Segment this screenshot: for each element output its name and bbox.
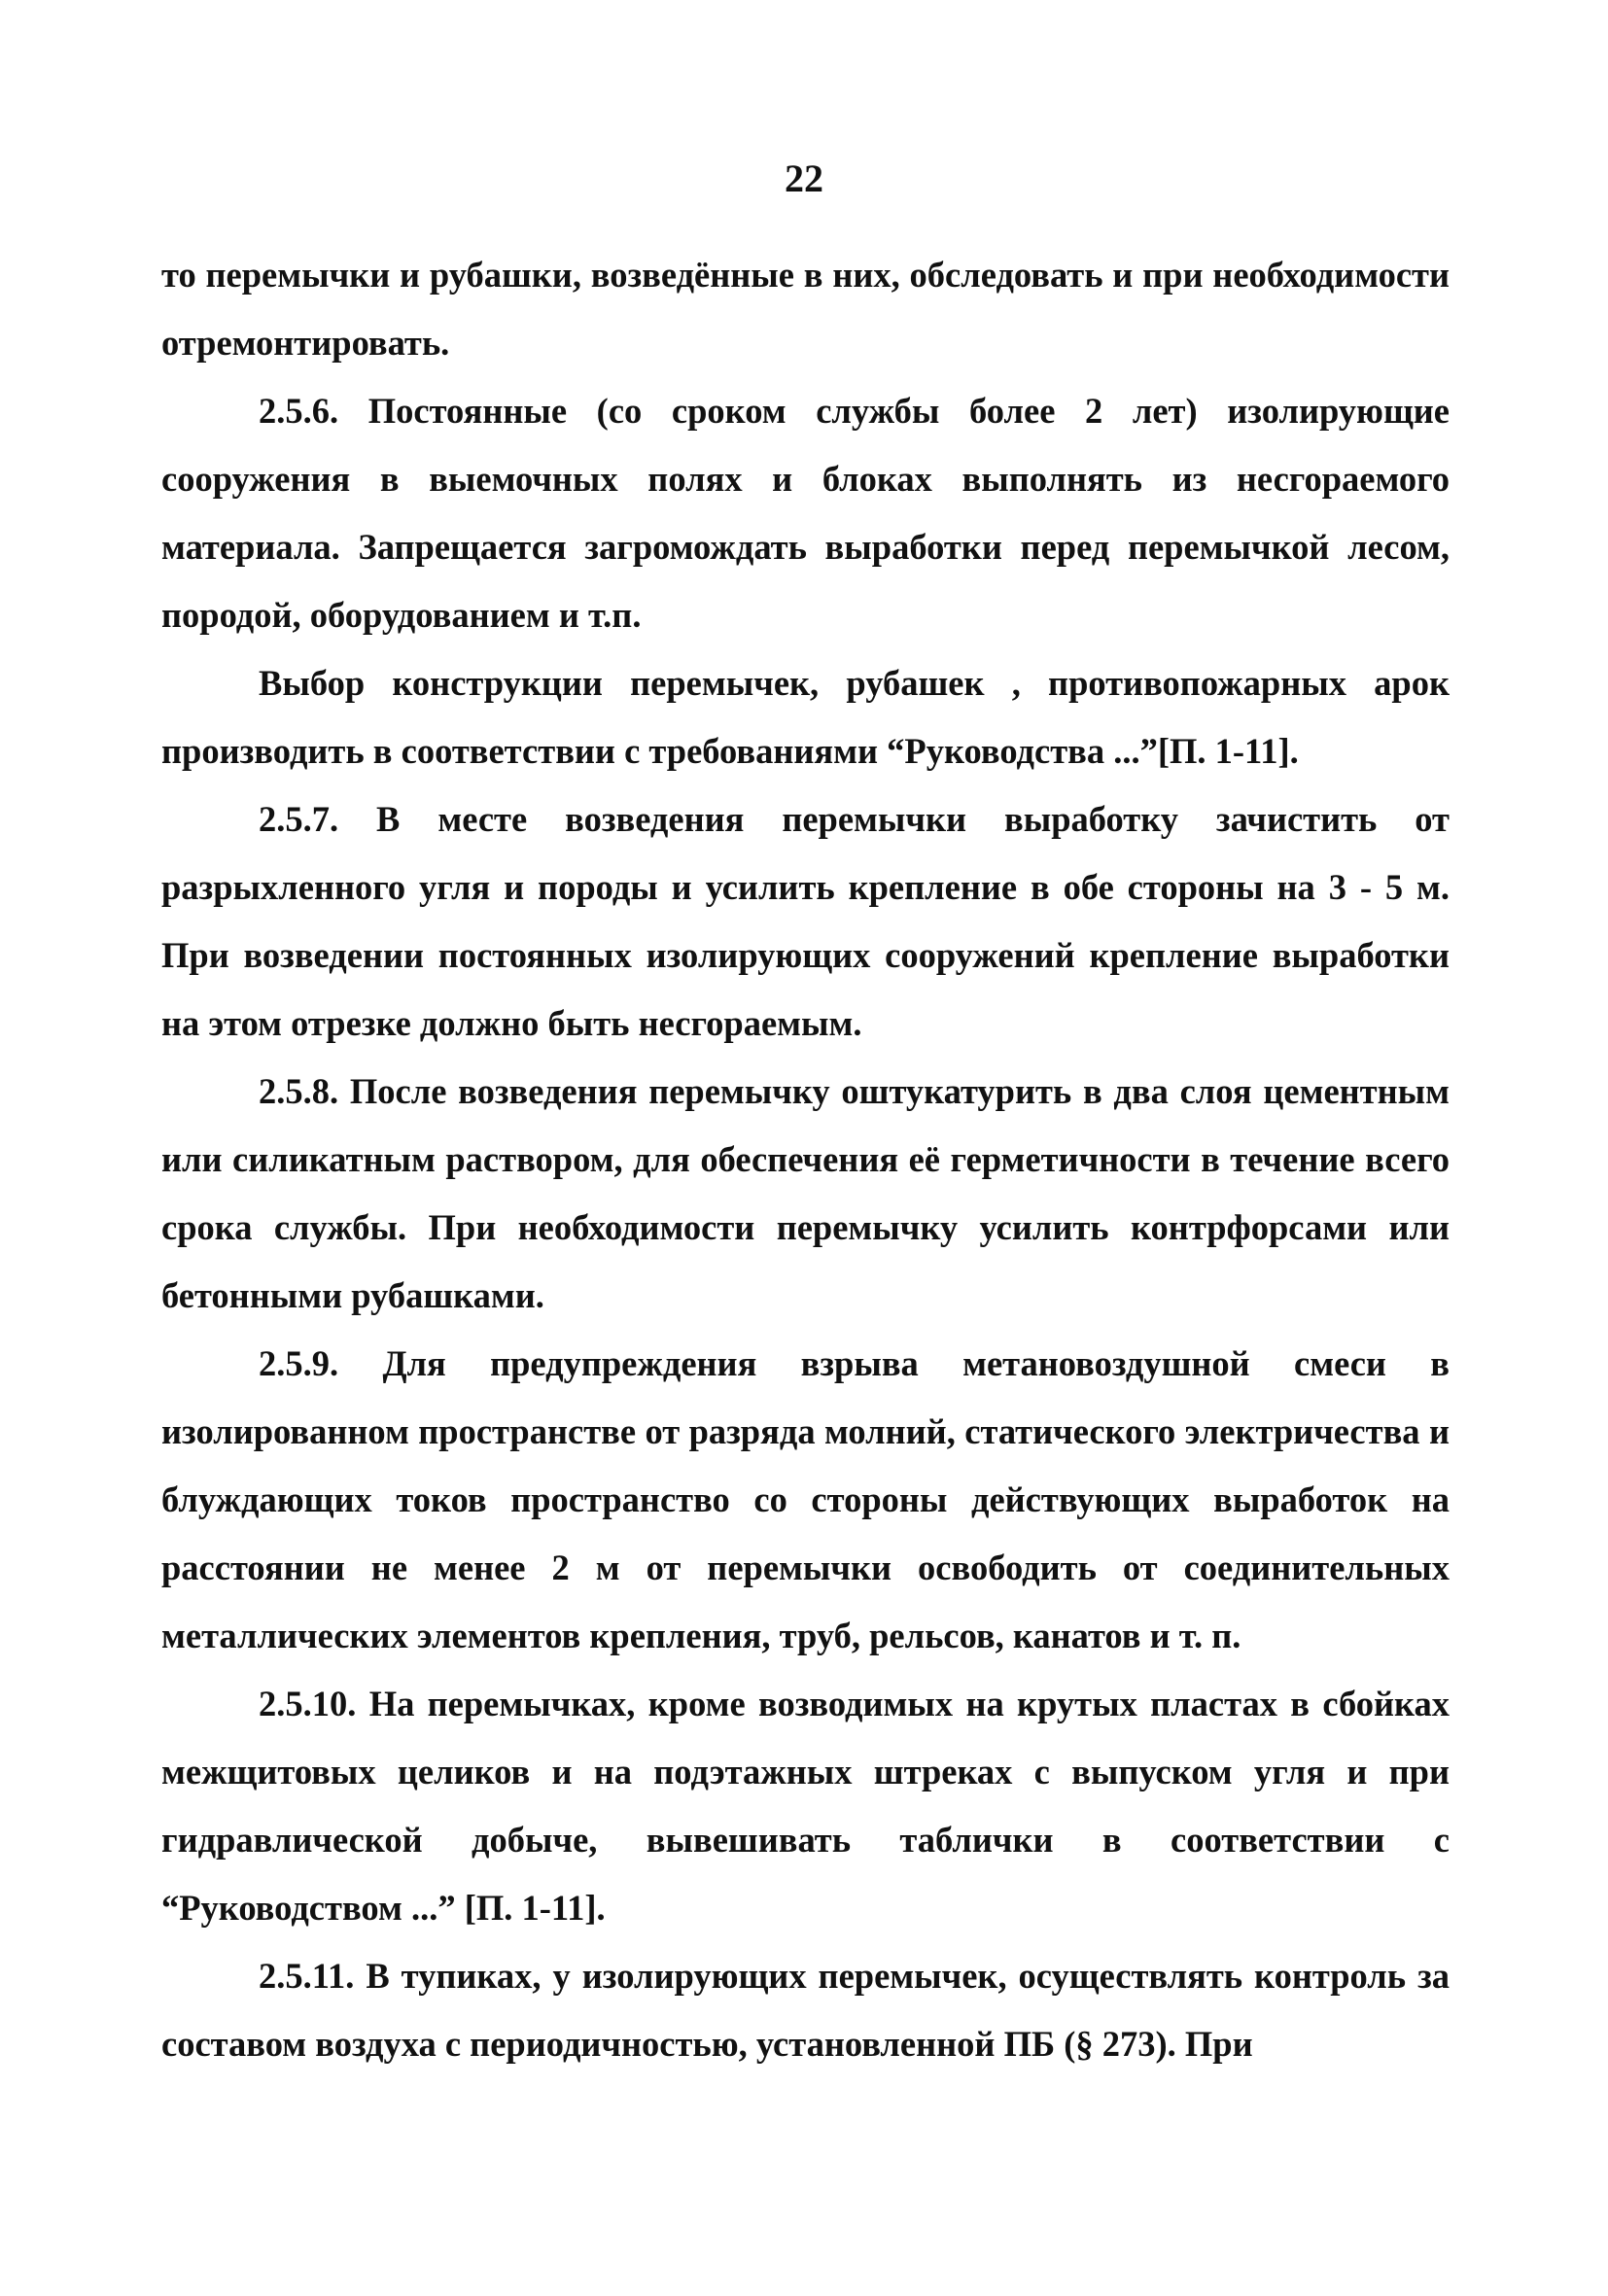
paragraph-2-5-6: 2.5.6. Постоянные (со сроком службы более 2 лет) изолирующие сооружения в выемочных полях и блоках выполнять из несгораемого материала. Запрещается загромождать выработки перед перемычкой лесом, породой, оборудованием и т.п. [161,391,1450,635]
paragraph-2-5-10: 2.5.10. На перемычках, кроме возводимых на крутых пластах в сбойках межщитовых целиков и на подэтажных штреках с выпуском угля и при гидравлической добыче, вывешивать таблички в соответствии с “Руководством ...” [П. 1-11]. [161,1684,1450,1928]
paragraph-2-5-11: 2.5.11. В тупиках, у изолирующих перемычек, осуществлять контроль за составом воздуха с периодичностью, установленной ПБ (§ 273). При [161,1956,1450,2064]
page-number: 22 [785,157,823,200]
paragraph-continuation: то перемычки и рубашки, возведённые в них, обследовать и при необходимости отремонтировать. [161,255,1450,363]
body-text [161,241,1450,2078]
paragraph-2-5-8: 2.5.8. После возведения перемычку оштукатурить в два слоя цементным или силикатным раствором, для обеспечения её герметичности в течение всего срока службы. При необходимости перемычку усилить контрфорсами или бетонными рубашками. [161,1071,1450,1315]
paragraph-2-5-9: 2.5.9. Для предупреждения взрыва метановоздушной смеси в изолированном пространстве от разряда молний, статического электричества и блуждающих токов пространство со стороны действующих выработок на расстоянии не менее 2 м от перемычки освободить от соединительных металлических элементов крепления, труб, рельсов, канатов и т. п. [161,1343,1450,1655]
paragraph-2-5-7: 2.5.7. В месте возведения перемычки выработку зачистить от разрыхленного угля и породы и усилить крепление в обе стороны на 3 - 5 м. При возведении постоянных изолирующих сооружений крепление выработки на этом отрезке должно быть несгораемым. [161,799,1450,1043]
paragraph-construction-choice: Выбор конструкции перемычек, рубашек , противопожарных арок производить в соответствии с требованиями “Руководства ...”[П. 1-11]. [161,663,1450,771]
